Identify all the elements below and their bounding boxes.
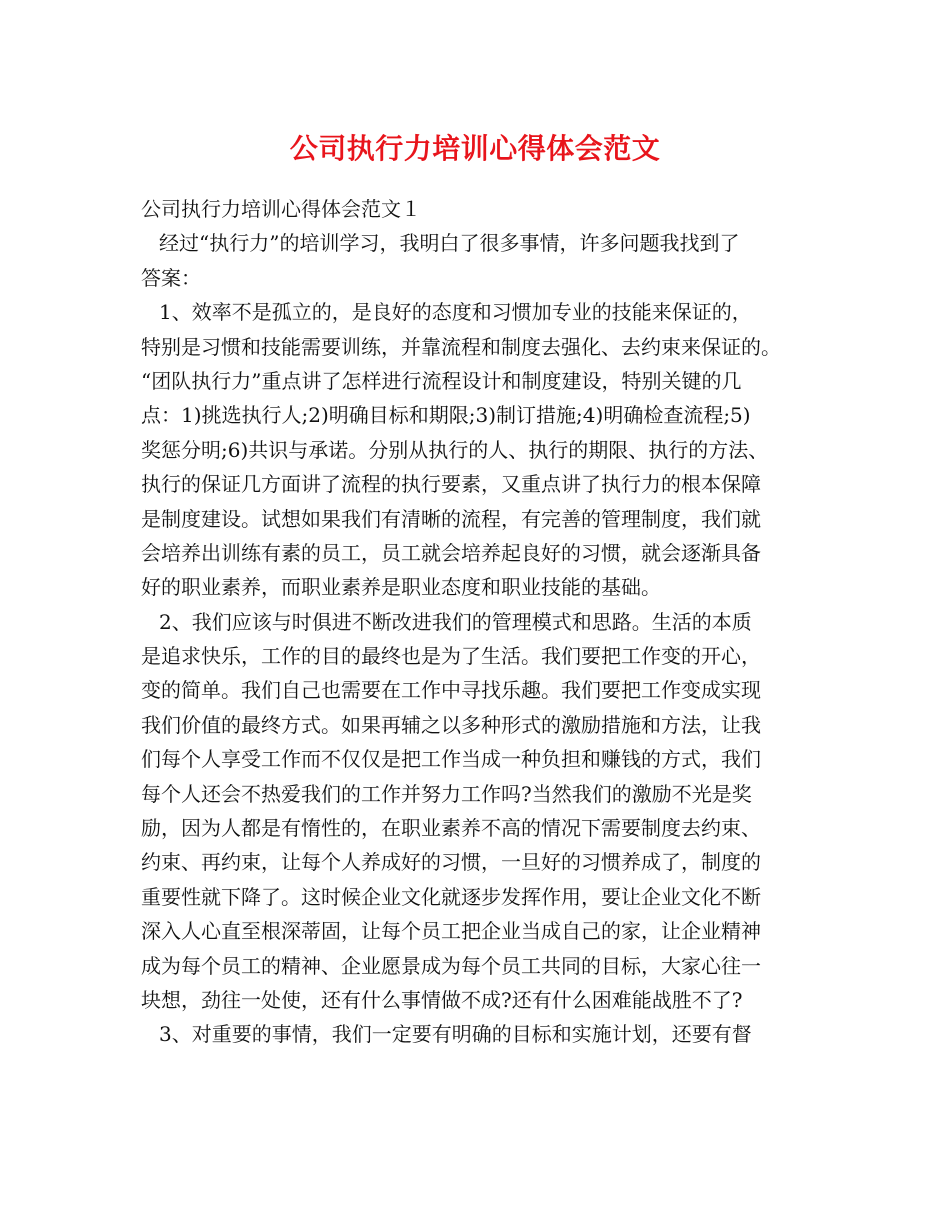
text-line: 们每个人享受工作而不仅仅是把工作当成一种负担和赚钱的方式，我们 <box>141 747 761 772</box>
text-line: 好的职业素养，而职业素养是职业态度和职业技能的基础。 <box>141 575 661 600</box>
text-line: 3、对重要的事情，我们一定要有明确的目标和实施计划，还要有督 <box>159 1022 752 1047</box>
text-line: 约束、再约束，让每个人养成好的习惯，一旦好的习惯养成了，制度的 <box>141 850 761 875</box>
text-line: 是追求快乐，工作的目的最终也是为了生活。我们要把工作变的开心， <box>141 644 761 669</box>
text-line: 重要性就下降了。这时候企业文化就逐步发挥作用，要让企业文化不断 <box>141 884 761 909</box>
text-line: 块想，劲往一处使，还有什么事情做不成?还有什么困难能战胜不了? <box>141 987 743 1012</box>
text-line: 深入人心直至根深蒂固，让每个员工把企业当成自己的家，让企业精神 <box>141 919 761 944</box>
text-line: 答案： <box>141 265 201 290</box>
document-body <box>141 192 817 1052</box>
text-line: 会培养出训练有素的员工，员工就会培养起良好的习惯，就会逐渐具备 <box>141 540 761 565</box>
text-line: 公司执行力培训心得体会范文１ <box>141 197 421 221</box>
text-line: 点：1)挑选执行人;2)明确目标和期限;3)制订措施;4)明确检查流程;5) <box>141 403 751 428</box>
document-title: 公司执行力培训心得体会范文 <box>289 132 661 165</box>
text-line: 经过“执行力”的培训学习，我明白了很多事情，许多问题我找到了 <box>159 231 740 256</box>
text-line: 奖惩分明;6)共识与承诺。分别从执行的人、执行的期限、执行的方法、 <box>141 437 769 462</box>
text-line: “团队执行力”重点讲了怎样进行流程设计和制度建设，特别关键的几 <box>141 368 742 393</box>
text-line: 1、效率不是孤立的，是良好的态度和习惯加专业的技能来保证的， <box>159 300 752 325</box>
text-line: 励，因为人都是有惰性的，在职业素养不高的情况下需要制度去约束、 <box>141 816 761 841</box>
text-line: 2、我们应该与时俱进不断改进我们的管理模式和思路。生活的本质 <box>159 609 752 634</box>
text-line: 是制度建设。试想如果我们有清晰的流程，有完善的管理制度，我们就 <box>141 506 761 531</box>
text-line: 成为每个员工的精神、企业愿景成为每个员工共同的目标，大家心往一 <box>141 953 761 978</box>
text-line: 每个人还会不热爱我们的工作并努力工作吗?当然我们的激励不光是奖 <box>141 781 752 806</box>
text-line: 变的简单。我们自己也需要在工作中寻找乐趣。我们要把工作变成实现 <box>141 678 761 703</box>
text-line: 特别是习惯和技能需要训练，并靠流程和制度去强化、去约束来保证的。 <box>141 334 781 359</box>
text-line: 执行的保证几方面讲了流程的执行要素，又重点讲了执行力的根本保障 <box>141 472 761 497</box>
text-line: 我们价值的最终方式。如果再辅之以多种形式的激励措施和方法，让我 <box>141 712 761 737</box>
